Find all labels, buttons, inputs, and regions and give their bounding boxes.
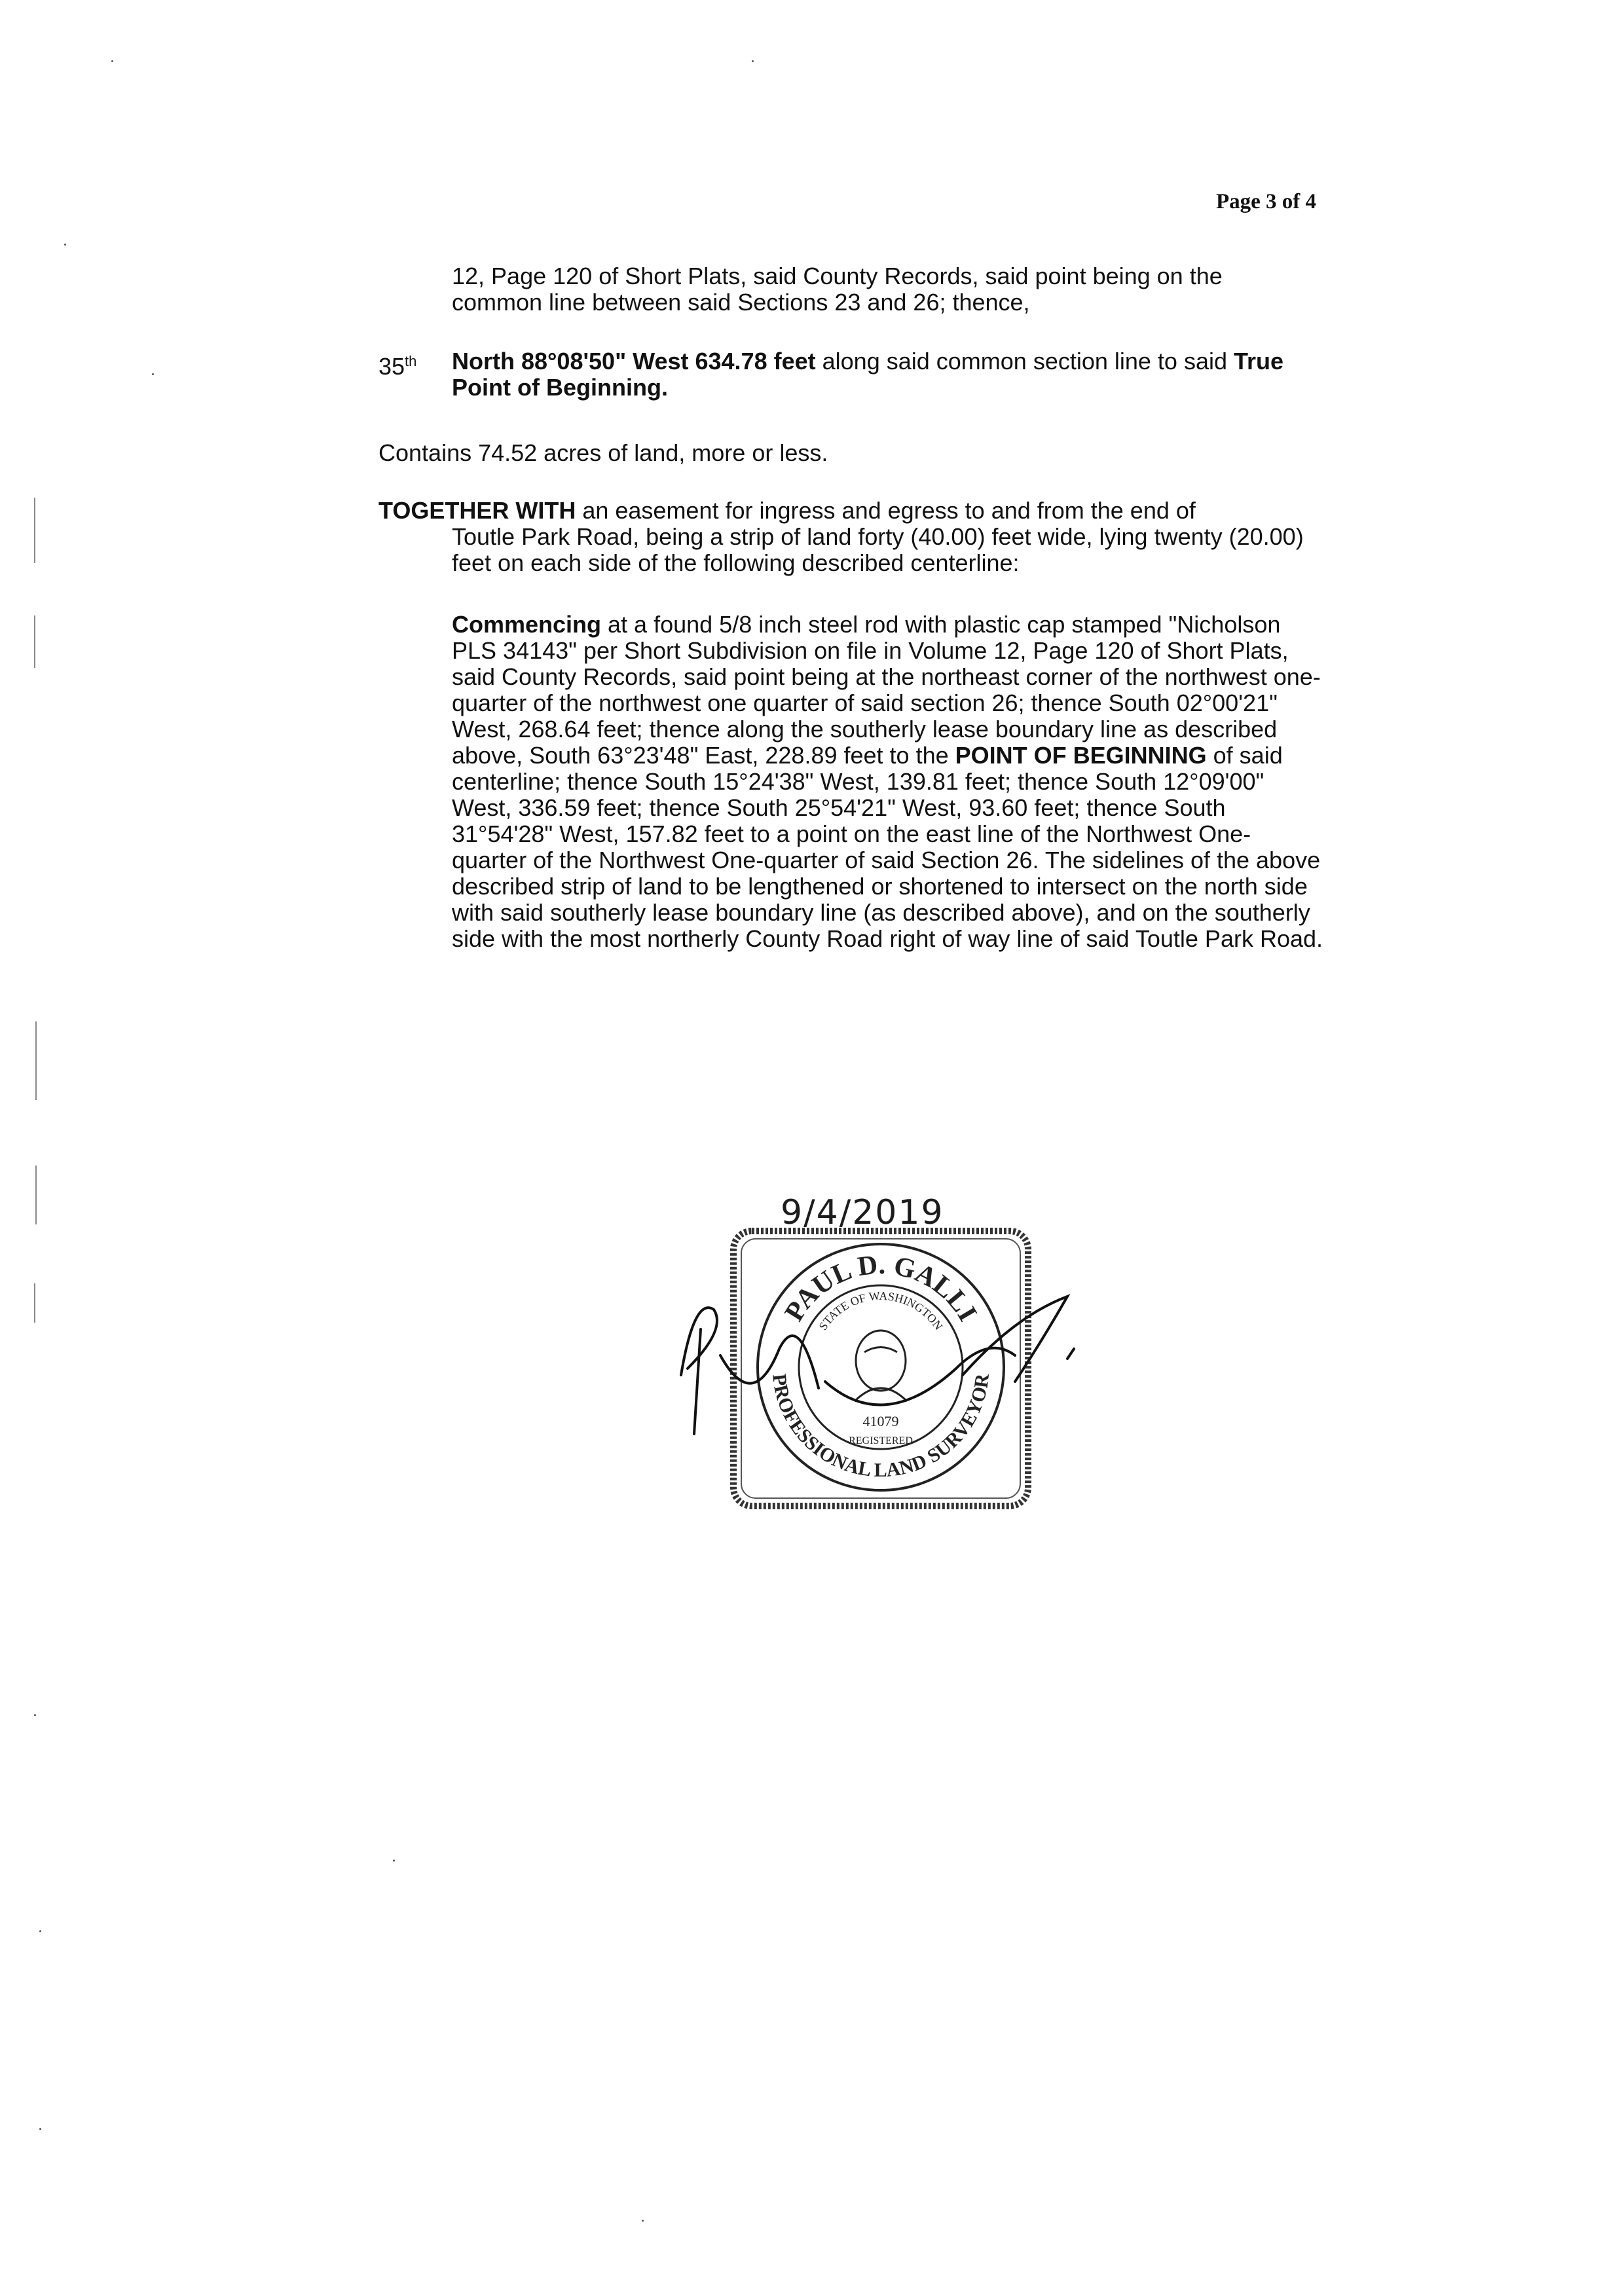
course-paragraph [452,348,1316,401]
course-bearing: North 88°08'50" West 634.78 feet [452,348,816,375]
seal-portrait [855,1331,907,1401]
scan-speck [39,1930,41,1932]
scan-speck [393,1860,395,1862]
easement-rest: Toutle Park Road, being a strip of land forty (40.00) feet wide, lying twenty (20.00) feet on each side of the following described centerline: [452,523,1304,576]
signature-date: 9/4/2019 [781,1193,944,1232]
commencing-lead: Commencing [452,611,602,638]
easement-paragraph [378,498,1321,576]
seal-title: PROFESSIONAL LAND SURVEYOR [768,1372,994,1481]
commencing-text-2: of said centerline; thence South 15°24'38" West, 139.81 feet; thence South 12°09'00" West, 336.59 feet; thence South 25°54'21" West, 93.60 feet; thence South 31°54'28" West, 157.82 feet to a point on the east line of the Northwest One-quarter of the Northwest One-quarter of said Section 26. The sidelines of the above described strip of land to be lengthened or shortened to intersect on the north side with said southerly lease boundary line (as described above), and on the southerly side with the most northerly County Road right of way line of said Toutle Park Road. [452,742,1323,952]
scan-edge-mark [34,615,35,668]
page-number: Page 3 of 4 [1215,190,1316,213]
point-of-beginning: POINT OF BEGINNING [955,742,1207,769]
course-number-value: 35 [378,353,405,380]
course-number-suffix: th [405,353,417,369]
scan-speck [152,373,154,375]
easement-first-text: an easement for ingress and egress to and from the end of [576,497,1196,524]
acreage-statement: Contains 74.52 acres of land, more or less. [378,439,828,466]
course-number [378,348,416,380]
seal-state: STATE OF WASHINGTON [816,1289,946,1332]
scan-speck [34,1714,36,1716]
commencing-text-1: at a found 5/8 inch steel rod with plastic cap stamped "Nicholson PLS 34143" per Short Subdivision on file in Volume 12, Page 120 of Short Plats, said County Records, said point being at the northeast corner of the northwest one-quarter of the northwest one quarter of said section 26; thence South 02°00'21" West, 268.64 feet; thence along the southerly lease boundary line as described above, South 63°23'48" East, 228.89 feet to the [452,611,1321,769]
centerline-description [452,612,1323,952]
scan-speck [752,60,754,62]
scan-speck [39,2128,41,2130]
easement-first-line [378,498,1321,524]
easement-lead: TOGETHER WITH [378,497,576,524]
course-end: True Point of Beginning. [452,348,1284,401]
scan-speck [64,244,66,246]
scan-edge-mark [35,1021,37,1100]
scan-speck [111,60,113,62]
scan-speck [642,2220,644,2222]
scan-edge-mark [34,1283,35,1323]
scan-edge-mark [34,498,35,563]
continued-paragraph: 12, Page 120 of Short Plats, said County Records, said point being on the common line between said Sections 23 and 26; thence, [452,263,1223,316]
surveyor-seal [674,1218,1094,1532]
scan-edge-mark [35,1166,37,1224]
course-text: along said common section line to said [815,348,1234,375]
seal-number: 41079 [862,1413,899,1429]
seal-registered: REGISTERED [849,1435,913,1446]
seal-outer-ring [758,1244,1004,1490]
seal-name: PAUL D. GALLI [779,1249,983,1327]
